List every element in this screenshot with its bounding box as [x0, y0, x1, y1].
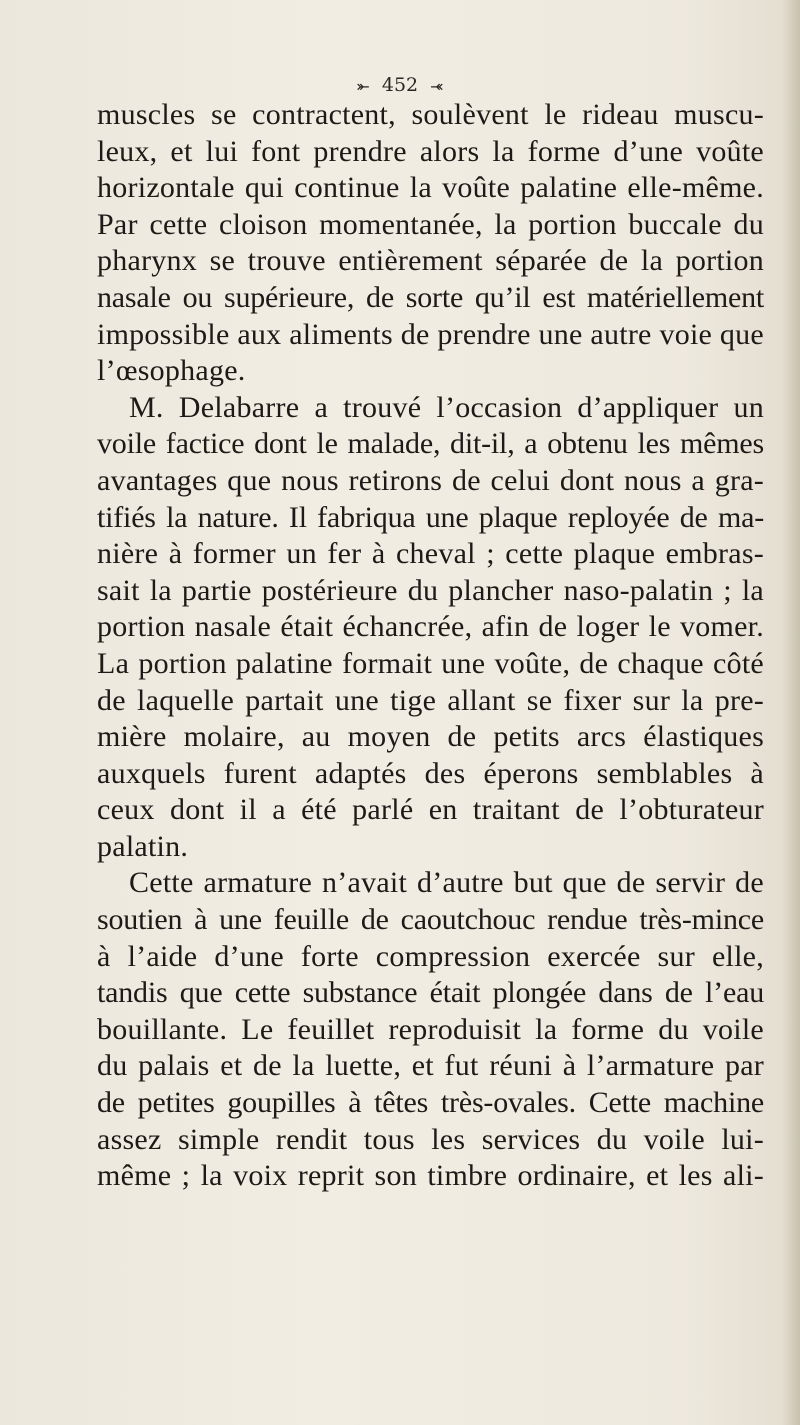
text-line: mière molaire, au moyen de petits arcs élastiques	[97, 720, 764, 754]
text-line: tifiés la nature. Il fabriqua une plaque reployée de ma-	[97, 500, 764, 534]
text-line: impossible aux aliments de prendre une autre voie que	[97, 317, 764, 351]
text-line: du palais et de la luette, et fut réuni à l’armature par	[97, 1049, 764, 1083]
text-line: bouillante. Le feuillet reproduisit la forme du voile	[97, 1012, 764, 1046]
page-edge-shadow	[782, 0, 800, 1425]
text-line: soutien à une feuille de caoutchouc rendue très-mince	[97, 903, 764, 937]
text-line: voile factice dont le malade, dit-il, a obtenu les mêmes	[97, 427, 764, 461]
text-line: La portion palatine formait une voûte, de chaque côté	[97, 646, 764, 680]
text-line: de laquelle partait une tige allant se fixer sur la pre-	[97, 683, 764, 717]
text-line: l’œsophage.	[97, 354, 246, 388]
paragraph-2	[97, 390, 764, 866]
text-line: tandis que cette substance était plongée dans de l’eau	[97, 976, 764, 1010]
text-line: assez simple rendit tous les services du voile lui-	[97, 1122, 764, 1156]
text-line: même ; la voix reprit son timbre ordinaire, et les ali-	[97, 1159, 764, 1193]
text-line: nasale ou supérieure, de sorte qu’il est matériellement	[97, 280, 764, 314]
paragraph-3	[97, 865, 764, 1194]
text-line: nière à former un fer à cheval ; cette plaque embras-	[97, 537, 764, 571]
ornament-right-icon: ⤛	[430, 76, 444, 96]
text-line: Cette armature n’avait d’autre but que de servir de	[129, 866, 764, 900]
text-line: sait la partie postérieure du plancher naso-palatin ; la	[97, 573, 764, 607]
text-line: leux, et lui font prendre alors la forme d’une voûte	[97, 134, 764, 168]
paragraph-1	[97, 97, 764, 390]
text-line: palatin.	[97, 829, 189, 863]
text-line: portion nasale était échancrée, afin de loger le vomer.	[97, 610, 764, 644]
text-line: auxquels furent adaptés des éperons semblables à	[97, 756, 764, 790]
ornament-left-icon: ⤜	[356, 76, 370, 96]
text-line: pharynx se trouve entièrement séparée de la portion	[97, 244, 764, 278]
text-line: horizontale qui continue la voûte palatine elle-même.	[97, 171, 764, 205]
text-line: de petites goupilles à têtes très-ovales. Cette machine	[97, 1086, 764, 1120]
text-line: ceux dont il a été parlé en traitant de l’obturateur	[97, 793, 764, 827]
text-line: muscles se contractent, soulèvent le rideau muscu-	[97, 98, 764, 131]
text-line: à l’aide d’une forte compression exercée sur elle,	[97, 939, 764, 973]
text-line: avantages que nous retirons de celui dont nous a gra-	[97, 463, 764, 497]
text-line: M. Delabarre a trouvé l’occasion d’appliquer un	[129, 390, 764, 424]
body-text	[97, 97, 764, 1195]
text-line: Par cette cloison momentanée, la portion buccale du	[97, 207, 764, 241]
page-number: 452	[381, 74, 419, 96]
